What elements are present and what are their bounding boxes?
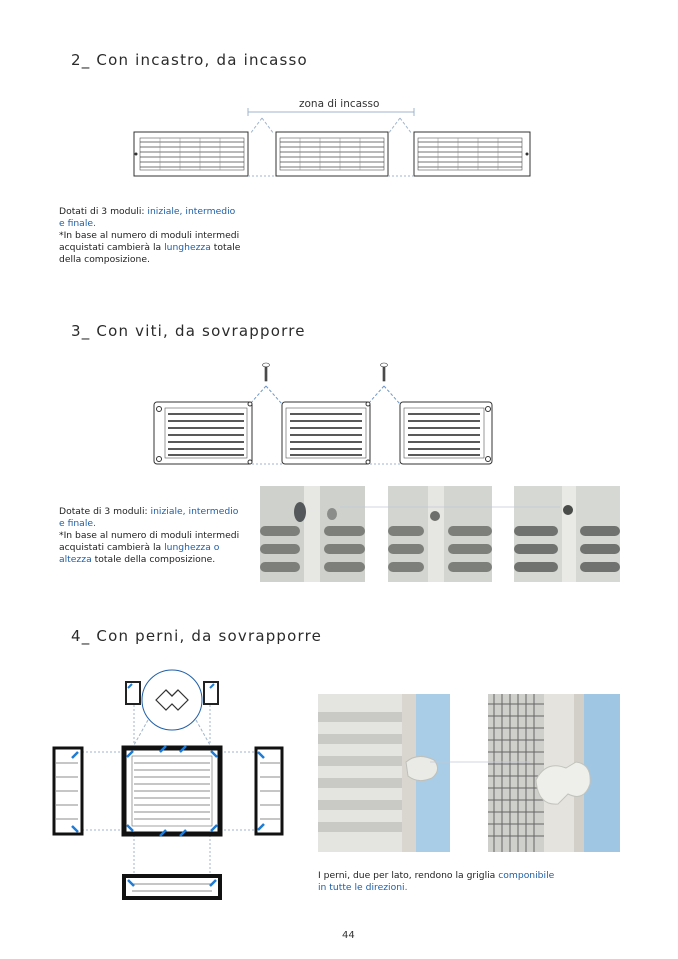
text: *In base al numero di moduli intermedi — [59, 530, 240, 541]
text: totale — [210, 242, 241, 253]
text: della composizione. — [59, 254, 150, 265]
text-highlight: iniziale, intermedio — [147, 206, 236, 217]
text: *In base al numero di moduli intermedi — [59, 230, 240, 241]
text-highlight: e finale. — [59, 218, 96, 229]
zona-di-incasso-label: zona di incasso — [299, 98, 380, 110]
text: Dotate di 3 moduli: — [59, 506, 151, 517]
page-number: 44 — [342, 930, 355, 941]
section-4-title: 4_ Con perni, da sovrapporre — [71, 627, 323, 645]
text-highlight: iniziale, intermedio — [150, 506, 239, 517]
text-highlight: componibile — [498, 870, 555, 881]
section-3-title: 3_ Con viti, da sovrapporre — [71, 322, 306, 340]
text-highlight: lunghezza o — [164, 542, 220, 553]
text-highlight: e finale. — [59, 518, 96, 529]
text: acquistati cambierà la — [59, 542, 165, 553]
text: acquistati cambierà la — [59, 242, 165, 253]
text: totale della composizione. — [91, 554, 216, 565]
section-2-title: 2_ Con incastro, da incasso — [71, 51, 308, 69]
text-highlight: lunghezza — [164, 242, 211, 253]
text-highlight: in tutte le direzioni. — [318, 882, 408, 893]
text-highlight: altezza — [59, 554, 92, 565]
text: Dotati di 3 moduli: — [59, 206, 148, 217]
section-4-description — [318, 870, 618, 894]
text: I perni, due per lato, rendono la griglia — [318, 870, 499, 881]
